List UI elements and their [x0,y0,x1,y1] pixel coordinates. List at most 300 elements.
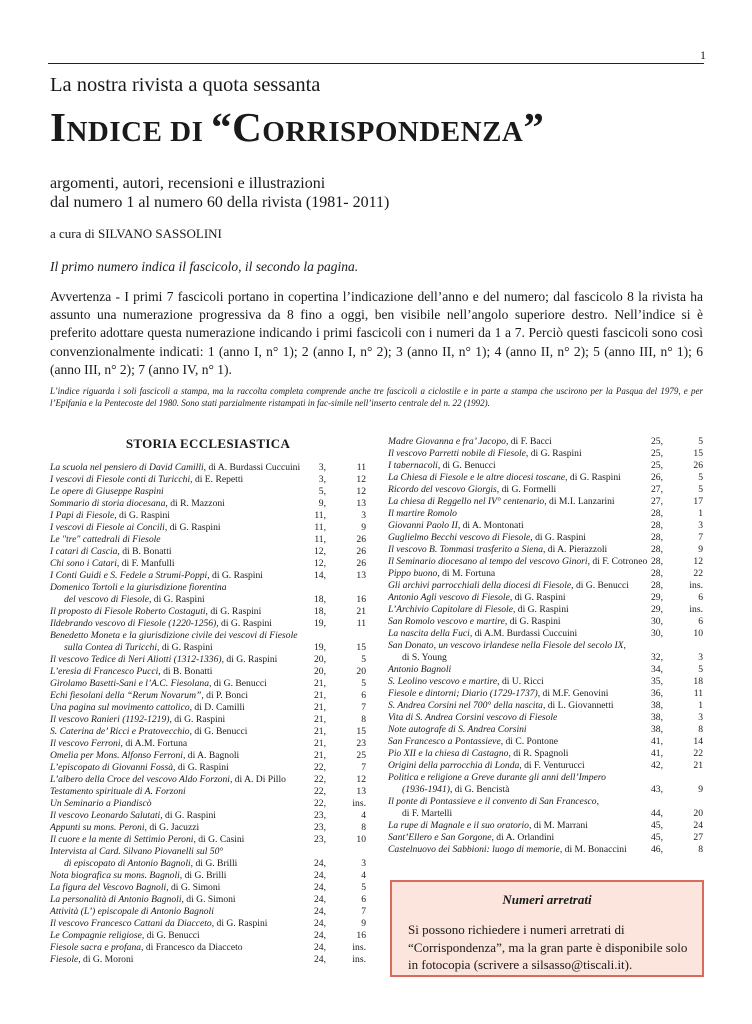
entry-text [64,642,213,654]
entry-issue: 21, [314,738,326,749]
back-issues-text: Si possono richiedere i numeri arretrati di “Corrispondenza”, ma la gran parte è disponibile solo in fotocopia (scrivere a silsasso@tiscali.it). [408,922,688,972]
entry-title: Una pagina sul movimento cattolico [50,702,190,713]
index-entry [388,640,703,652]
entry-title: Sant’Ellero e San Gorgone [388,832,492,843]
entry-author: , di G. Simoni [181,894,236,905]
entry-page: 26 [693,460,703,471]
entry-title: Nota biografica su mons. Bagnoli [50,870,180,881]
entry-text [388,820,588,832]
entry-page: 15 [356,726,366,737]
entry-author: , di A.M. Fortuna [120,738,188,749]
title-part-3: “C [211,104,263,150]
entry-title: Note autografe di S. Andrea Corsini [388,724,527,735]
entry-page: 3 [698,712,703,723]
index-entry [388,808,703,820]
entry-text [388,760,585,772]
entry-issue: 32, [651,652,663,663]
entry-text [64,858,237,870]
entry-text [388,640,626,652]
entry-issue: 21, [314,678,326,689]
index-entry [388,784,703,796]
index-entry [388,580,703,592]
entry-author: , di A.M. Burdassi Cuccuini [469,628,578,639]
entry-issue: 5, [318,486,326,497]
entry-text [50,834,244,846]
entry-title: Fiesole e dintorni; Diario (1729-1737) [388,688,538,699]
index-entry [388,544,703,556]
entry-author: , di G. Bencistà [449,784,510,795]
subtitle-line-2: dal numero 1 al numero 60 della rivista (1981- 2011) [50,194,390,211]
entry-issue: 21, [314,750,326,761]
entry-page: 7 [698,532,703,543]
entry-page: ins. [689,580,703,591]
entry-title: Le "tre" cattedrali di Fiesole [50,534,161,545]
entry-title: Il vescovo Parretti nobile di Fiesole [388,448,526,459]
index-entry [388,592,703,604]
entry-text [388,736,558,748]
entry-issue: 22, [314,786,326,797]
entry-page: 3 [698,652,703,663]
entry-author: , di G. Raspini [148,594,205,605]
index-entry [50,558,366,570]
entry-page: 7 [361,702,366,713]
index-entry [388,652,703,664]
entry-page: 12 [356,774,366,785]
entry-page: 9 [361,522,366,533]
entry-page: 26 [356,546,366,557]
entry-text [50,810,216,822]
entry-text [50,510,170,522]
entry-title: Vita di S. Andrea Corsini vescovo di Fiesole [388,712,558,723]
index-entry [388,532,703,544]
entry-issue: 28, [651,520,663,531]
entry-title: Le opere di Giuseppe Raspini [50,486,164,497]
entry-issue: 23, [314,822,326,833]
entry-text [388,772,606,784]
entry-title: Omelia per Mons. Alfonso Ferroni [50,750,183,761]
entry-page: 11 [356,462,366,473]
entry-text [50,954,133,966]
entry-title: Echi fiesolani della “Rerum Novarum” [50,690,202,701]
entry-author: , di M. Marrani [528,820,588,831]
entry-title: L’Archivio Capitolare di Fiesole [388,604,513,615]
entry-page: 7 [361,906,366,917]
entry-page: 21 [356,606,366,617]
index-entry [388,484,703,496]
index-entry [50,846,366,858]
entry-title: S. Caterina de’ Ricci e Pratovecchio [50,726,190,737]
entry-title: Fiesole [50,954,79,965]
entry-issue: 12, [314,546,326,557]
entry-title: La rupe di Magnale e il suo oratorio [388,820,529,831]
entry-text [50,558,175,570]
entry-text [388,592,566,604]
entry-author: , di A. Bagnoli [182,750,240,761]
page-title [50,103,544,151]
title-part-1: I [50,104,67,150]
entry-page: 8 [361,714,366,725]
entry-page: 7 [361,762,366,773]
entry-author: di F. Martelli [402,808,453,819]
entry-text [388,832,554,844]
entry-text [50,750,239,762]
entry-author: , di G. Brilli [190,858,238,869]
entry-issue: 23, [314,834,326,845]
entry-page: 18 [693,676,703,687]
entry-issue: 19, [314,642,326,653]
entry-title: Origini della parrocchia di Londa [388,760,520,771]
entry-page: 1 [698,508,703,519]
index-entry [388,772,703,784]
entry-author: , [596,796,600,807]
entry-author: , di G. Raspini [530,532,586,543]
entry-title: Attività (L’) episcopale di Antonio Bagnoli [50,906,214,917]
entry-issue: 3, [318,474,326,485]
entry-title: Il vescovo Ranieri (1192-1219) [50,714,170,725]
index-entry [388,712,703,724]
entry-author: , di G. Benucci [189,726,248,737]
entry-issue: 27, [651,484,663,495]
entry-issue: 3, [318,462,326,473]
entry-text [388,484,556,496]
index-entry [50,618,366,630]
entry-page: 11 [693,688,703,699]
entry-issue: 45, [651,820,663,831]
entry-page: 22 [693,568,703,579]
entry-title: La chiesa di Reggello nel IV° centenario [388,496,545,507]
entry-page: 13 [356,498,366,509]
entry-author: , di G. Raspini [216,618,272,629]
entry-title: Fiesole sacra e profana [50,942,142,953]
entry-text [388,436,552,448]
entry-author: , di U. Ricci [497,676,544,687]
entry-issue: 21, [314,690,326,701]
entry-author: , di M. Bonaccini [559,844,627,855]
entry-text [50,726,247,738]
index-entry [388,520,703,532]
entry-title: L’eresia di Francesco Pucci [50,666,159,677]
index-entry [50,510,366,522]
index-entry [388,700,703,712]
index-entry [388,832,703,844]
entry-issue: 24, [314,954,326,965]
index-entry [50,738,366,750]
entry-page: 13 [356,570,366,581]
entry-issue: 28, [651,568,663,579]
entry-issue: 41, [651,748,663,759]
entry-author: , di D. Camilli [189,702,245,713]
entry-issue: 27, [651,496,663,507]
entry-author: , di G. Jacuzzi [144,822,200,833]
entry-text [50,690,248,702]
entry-text [388,496,615,508]
entry-issue: 38, [651,724,663,735]
index-entry [50,930,366,942]
entry-author: , di B. Bonatti [117,546,172,557]
entry-issue: 36, [651,688,663,699]
entry-author: , di G. Raspini [512,604,569,615]
index-entry [388,556,703,568]
entry-title: Appunti su mons. Peroni [50,822,145,833]
entry-title: di episcopato di Antonio Bagnoli [64,858,191,869]
title-part-4: ORRISPONDENZA [262,116,524,148]
entry-title: Sommario di storia diocesana [50,498,166,509]
index-entry [50,582,366,594]
entry-issue: 23, [314,810,326,821]
reading-note: Il primo numero indica il fascicolo, il secondo la pagina. [50,259,359,274]
index-entry [50,870,366,882]
entry-text [50,906,214,918]
entry-issue: 24, [314,942,326,953]
entry-page: 9 [698,544,703,555]
entry-author: , di G. Raspini [504,616,561,627]
entry-title: Un Seminario a Piandiscò [50,798,152,809]
entry-author: , di G. Raspini [205,606,262,617]
entry-title: Il vescovo Ferroni [50,738,121,749]
index-entry [50,750,366,762]
entry-text [388,568,495,580]
entry-title: Guglielmo Becchi vescovo di Fiesole [388,532,531,543]
entry-issue: 25, [651,436,663,447]
entry-author: , di A. Orlandini [491,832,555,843]
entry-page: ins. [352,942,366,953]
entry-page: 23 [356,738,366,749]
entry-author: , di M.F. Genovini [537,688,609,699]
entry-author: , di A. Burdassi Cuccuini [203,462,301,473]
entry-text [388,544,607,556]
index-entry [388,448,703,460]
entry-author: , di G. Raspini [565,472,621,483]
entry-text [50,654,277,666]
entry-issue: 14, [314,570,326,581]
entry-text [50,630,298,642]
header-rule [48,63,704,64]
entry-author: , di G. Raspini [160,810,216,821]
entry-title: Chi sono i Catari [50,558,117,569]
entry-author: , di G. Benucci [141,930,200,941]
entry-author: , di G. Raspini [164,522,221,533]
entry-text [50,894,236,906]
entry-text [50,846,223,858]
entry-author: , di G. Raspini [509,592,566,603]
entry-page: 10 [356,834,366,845]
subtitle-line-1: argomenti, autori, recensioni e illustrazioni [50,175,326,192]
index-entry [50,834,366,846]
entry-text [402,652,447,664]
entry-title: Antonio Bagnoli [388,664,452,675]
entry-text [388,604,569,616]
entry-issue: 24, [314,930,326,941]
index-entry [50,690,366,702]
entry-title: I Conti Guidi e S. Fedele a Strumi-Poppi [50,570,208,581]
entry-title: Giovanni Paolo II [388,520,458,531]
entry-author: , di F. Manfulli [116,558,175,569]
entry-page: 12 [693,556,703,567]
entry-title: del vescovo di Fiesole [64,594,149,605]
index-entry [50,606,366,618]
entry-issue: 24, [314,918,326,929]
entry-issue: 25, [651,460,663,471]
entry-page: 8 [698,844,703,855]
entry-text [388,472,621,484]
entry-page: 3 [698,520,703,531]
index-entry [50,726,366,738]
entry-text [388,712,557,724]
entry-issue: 26, [651,472,663,483]
index-entry [50,678,366,690]
entry-text [388,844,627,856]
entry-issue: 18, [314,594,326,605]
entry-author: , di C. Pontone [500,736,559,747]
entry-title: La Chiesa di Fiesole e le altre diocesi toscane [388,472,566,483]
entry-page: 12 [356,486,366,497]
entry-title: Il vescovo Tedice di Neri Aliotti (1312-1336) [50,654,222,665]
index-entry [50,654,366,666]
entry-text [388,628,577,640]
entry-text [64,594,205,606]
entry-page: 1 [698,700,703,711]
entry-issue: 11, [314,522,326,533]
index-entry [388,664,703,676]
entry-author: , di G. Raspini [157,642,213,653]
index-entry [388,844,703,856]
entry-page: 5 [361,678,366,689]
entry-issue: 44, [651,808,663,819]
entry-page: 8 [698,724,703,735]
entry-issue: 28, [651,532,663,543]
entry-text [50,618,272,630]
entry-title: Il martire Romolo [388,508,457,519]
entry-title: Intervista al Card. Silvano Piovanelli sul 50° [50,846,224,857]
index-entry [388,604,703,616]
entry-text [388,520,524,532]
entry-author: , di G. Raspini [207,570,263,581]
entry-author: , di G. Casini [193,834,245,845]
index-entry [388,724,703,736]
index-entry [50,666,366,678]
back-issues-title: Numeri arretrati [502,892,592,907]
entry-text [388,748,568,760]
entry-issue: 24, [314,858,326,869]
warning-paragraph: Avvertenza - I primi 7 fascicoli portano in copertina l’indicazione dell’anno e del numero; dal fascicolo 8 la rivista ha assunto una numerazione progressiva da 8 fino a oggi, ben visibile nell’angolo superiore destro. Nell’indice si è preferito adottare questa numerazione indicando i primi fascicoli con i numeri da 1 a 7. Perciò questi fascicoli sono così convenzionalmente indicati: 1 (anno I, n° 1); 2 (anno I, n° 2); 3 (anno II, n° 1); 4 (anno II, n° 2); 5 (anno III, n° 1); 6 (anno III, n° 2); 7 (anno IV, n° 1). [50,289,703,377]
entry-author: , [623,640,626,651]
index-entry [50,474,366,486]
entry-title: S. Leolino vescovo e martire [388,676,498,687]
entry-text [388,664,451,676]
entry-issue: 46, [651,844,663,855]
entry-text [50,486,164,498]
entry-text [50,942,243,954]
entry-page: 22 [693,748,703,759]
entry-page: 15 [356,642,366,653]
entry-issue: 28, [651,544,663,555]
entry-issue: 42, [651,760,663,771]
index-entry [50,630,366,642]
entry-author: , di B. Bonatti [158,666,213,677]
entry-title: Politica e religione a Greve durante gli anni dell’Impero [388,772,606,783]
entry-author: , di G. Moroni [78,954,134,965]
entry-author: , di F. Bacci [505,436,552,447]
entry-author: , di G. Benucci [209,678,267,689]
entry-issue: 38, [651,700,663,711]
entry-issue: 9, [318,498,326,509]
entry-title: (1936-1941) [402,784,450,795]
index-entry [388,460,703,472]
entry-text [388,460,496,472]
entry-text [50,534,161,546]
entry-author: , di M.I. Lanzarini [544,496,615,507]
entry-issue: 19, [314,618,326,629]
entry-title: Benedetto Moneta e la giurisdizione civile dei vescovi di Fiesole [50,630,298,641]
entry-author: , di G. Raspini [211,918,268,929]
entry-title: Pippo buono [388,568,438,579]
entry-issue: 28, [651,508,663,519]
index-entry [388,568,703,580]
entry-page: 4 [361,810,366,821]
entry-text [50,786,186,798]
entry-text [402,784,509,796]
entry-text [50,822,199,834]
entry-title: Ildebrando vescovo di Fiesole (1220-1256) [50,618,217,629]
entry-title: La nascita della Fuci [388,628,470,639]
index-entry [50,498,366,510]
entry-page: 5 [698,664,703,675]
index-entry [50,462,366,474]
index-entry [50,942,366,954]
entry-page: 5 [361,654,366,665]
entry-author: , di A. Di Pillo [229,774,286,785]
entry-page: 21 [693,760,703,771]
entry-text [50,678,267,690]
entry-text [50,870,226,882]
index-entry [388,820,703,832]
kicker-line: La nostra rivista a quota sessanta [50,74,321,96]
entry-author: , di G. Simoni [166,882,221,893]
index-entry [50,882,366,894]
entry-text [50,498,225,510]
curator-line: a cura di SILVANO SASSOLINI [50,226,222,241]
entry-text [388,508,457,520]
entry-page: ins. [352,798,366,809]
entry-title: Antonio Agli vescovo di Fiesole [388,592,510,603]
entry-title: Il vescovo Francesco Cattani da Diacceto [50,918,212,929]
entry-issue: 43, [651,784,663,795]
entry-issue: 24, [314,870,326,881]
entry-issue: 30, [651,628,663,639]
section-title: STORIA ECCLESIASTICA [125,436,291,451]
entry-text [50,930,200,942]
entry-page: 13 [356,786,366,797]
entry-issue: 24, [314,894,326,905]
entry-text [50,702,245,714]
entry-page: 5 [361,882,366,893]
index-entry [388,496,703,508]
index-column-right [388,436,703,856]
entry-author: , di G. Formelli [496,484,557,495]
entry-text [388,556,647,568]
entry-page: 20 [693,808,703,819]
entry-issue: 11, [314,534,326,545]
title-part-5: ” [523,104,545,150]
index-entry [388,628,703,640]
entry-title: Domenico Tortoli e la giurisdizione fiorentina [50,582,227,593]
entry-title: San Donato, un vescovo irlandese nella Fiesole del secolo IX [388,640,624,651]
entry-issue: 45, [651,832,663,843]
entry-issue: 20, [314,654,326,665]
index-entry [388,736,703,748]
index-entry [388,676,703,688]
entry-text [50,570,263,582]
